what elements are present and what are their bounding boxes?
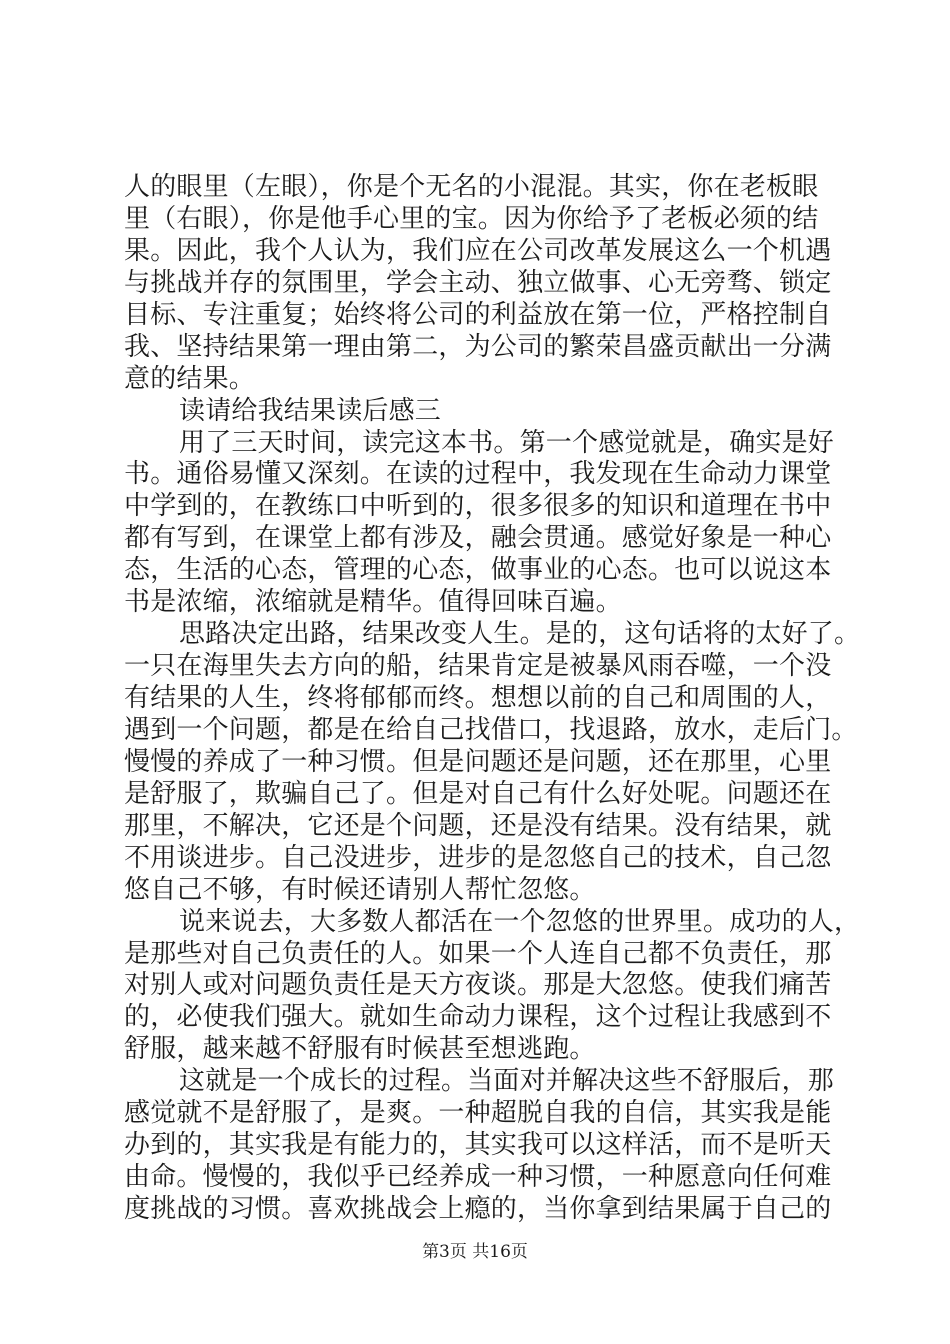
text-line: 书。通俗易懂又深刻。在读的过程中，我发现在生命动力课堂 bbox=[124, 459, 832, 490]
text-line: 舒服，越来越不舒服有时候甚至想逃跑。 bbox=[124, 1034, 596, 1065]
text-line: 思路决定出路，结果改变人生。是的，这句话将的太好了。 bbox=[179, 619, 861, 650]
text-line: 这就是一个成长的过程。当面对并解决这些不舒服后，那 bbox=[179, 1066, 835, 1097]
text-line: 度挑战的习惯。喜欢挑战会上瘾的，当你拿到结果属于自己的 bbox=[124, 1194, 832, 1224]
text-line: 悠自己不够，有时候还请别人帮忙忽悠。 bbox=[124, 874, 596, 905]
document-body bbox=[124, 172, 861, 1226]
text-line: 里（右眼），你是他手心里的宝。因为你给予了老板必须的结 bbox=[124, 203, 819, 234]
text-line: 慢慢的养成了一种习惯。但是问题还是问题，还在那里，心里 bbox=[124, 746, 832, 777]
text-line: 由命。慢慢的，我似乎已经养成一种习惯，一种愿意向任何难 bbox=[124, 1162, 832, 1193]
text-line: 与挑战并存的氛围里，学会主动、独立做事、心无旁骛、锁定 bbox=[124, 267, 832, 298]
text-line: 人的眼里（左眼），你是个无名的小混混。其实，你在老板眼 bbox=[124, 172, 819, 202]
text-line: 书是浓缩，浓缩就是精华。值得回味百遍。 bbox=[124, 587, 622, 618]
page-footer: 第3页 共16页 bbox=[422, 1242, 528, 1262]
text-line: 我、坚持结果第一理由第二，为公司的繁荣昌盛贡献出一分满 bbox=[124, 331, 832, 362]
text-line: 果。因此，我个人认为，我们应在公司改革发展这么一个机遇 bbox=[124, 235, 832, 266]
text-line: 读请给我结果读后感三 bbox=[179, 395, 442, 426]
text-line: 的，必使我们强大。就如生命动力课程，这个过程让我感到不 bbox=[124, 1002, 832, 1033]
text-line: 说来说去，大多数人都活在一个忽悠的世界里。成功的人， bbox=[179, 906, 861, 937]
text-line: 感觉就不是舒服了，是爽。一种超脱自我的自信，其实我是能 bbox=[124, 1098, 832, 1129]
text-line: 一只在海里失去方向的船，结果肯定是被暴风雨吞噬，一个没 bbox=[124, 651, 832, 682]
text-line: 态，生活的心态，管理的心态，做事业的心态。也可以说这本 bbox=[124, 555, 832, 586]
text-line: 不用谈进步。自己没进步，进步的是忽悠自己的技术，自己忽 bbox=[124, 842, 832, 873]
text-line: 是那些对自己负责任的人。如果一个人连自己都不负责任，那 bbox=[124, 938, 832, 969]
text-line: 都有写到，在课堂上都有涉及，融会贯通。感觉好象是一种心 bbox=[124, 523, 832, 554]
text-line: 有结果的人生，终将郁郁而终。想想以前的自己和周围的人， bbox=[124, 683, 832, 713]
text-line: 对别人或对问题负责任是天方夜谈。那是大忽悠。使我们痛苦 bbox=[124, 970, 832, 1001]
text-line: 用了三天时间，读完这本书。第一个感觉就是，确实是好 bbox=[179, 427, 835, 458]
text-line: 办到的，其实我是有能力的，其实我可以这样活，而不是听天 bbox=[124, 1130, 832, 1161]
text-line: 那里，不解决，它还是个问题，还是没有结果。没有结果，就 bbox=[124, 810, 832, 841]
text-line: 目标、专注重复；始终将公司的利益放在第一位，严格控制自 bbox=[124, 299, 832, 330]
text-line: 中学到的，在教练口中听到的，很多很多的知识和道理在书中 bbox=[124, 491, 832, 522]
text-line: 遇到一个问题，都是在给自己找借口，找退路，放水，走后门。 bbox=[124, 714, 858, 745]
text-line: 是舒服了，欺骗自己了。但是对自己有什么好处呢。问题还在 bbox=[124, 778, 832, 809]
text-line: 意的结果。 bbox=[124, 363, 256, 394]
